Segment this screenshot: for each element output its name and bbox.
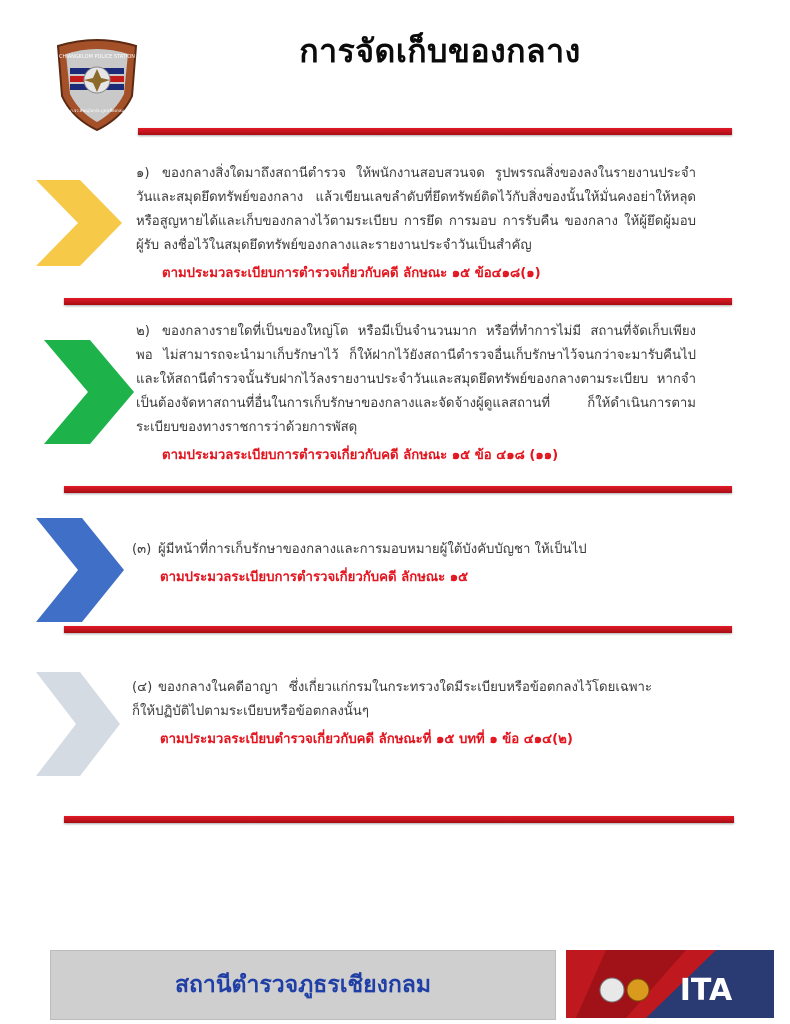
- item-divider: [64, 816, 734, 823]
- item-divider: [64, 486, 732, 493]
- list-item: [136, 162, 696, 286]
- list-item: [136, 320, 696, 468]
- yellow-chevron-icon: [36, 180, 122, 266]
- police-station-logo: [52, 36, 142, 132]
- page-title: การจัดเก็บของกลาง: [299, 32, 581, 70]
- ita-badge: [566, 950, 774, 1018]
- item-text: ผู้มีหน้าที่การเก็บรักษาของกลางและการมอบหมายผู้ใต้บังคับบัญชา ให้เป็นไป: [158, 542, 587, 557]
- item-reference: ตามประมวลระเบียบการตำรวจเกี่ยวกับคดี ลักษณะ ๑๕ ข้อ๔๑๘(๑): [162, 266, 541, 281]
- globe-icon: [600, 978, 624, 1002]
- header-divider: [138, 128, 732, 135]
- item-number: ๒): [136, 324, 150, 339]
- item-text: ของกลางสิ่งใดมาถึงสถานีตำรวจ ให้พนักงานสอบสวนจด รูปพรรณสิ่งของลงในรายงานประจำวันและสมุดยึดทรัพย์ของกลาง แล้วเขียนเลขลำดับที่ยึดทรัพย์ติดไว้กับสิ่งของนั้นให้มั่นคงอย่าให้หลุดหรือสูญหายได้และเก็บของกลางไว้ตามระเบียบ การยึด การมอบ การรับคืน ของกลาง ให้ผู้ยึดผู้มอบ ผู้รับ ลงชื่อไว้ในสมุดยึดทรัพย์ของกลางและรายงานประจำวันเป็นสำคัญ: [136, 166, 696, 253]
- police-emblem-icon: [627, 979, 649, 1001]
- svg-text:CHIANGKLOM POLICE STATION: CHIANGKLOM POLICE STATION: [58, 54, 136, 60]
- item-number: (๔): [132, 680, 153, 695]
- blue-chevron-icon: [36, 518, 124, 622]
- svg-text:ภ.จว.พิษณุโลก/อ.ภูธรเชียงกลม: ภ.จว.พิษณุโลก/อ.ภูธรเชียงกลม: [70, 108, 124, 113]
- chevron-shape: [36, 180, 122, 266]
- list-item: [132, 538, 692, 590]
- item-reference: ตามประมวลระเบียบการตำรวจเกี่ยวกับคดี ลักษณะ ๑๕ ข้อ ๔๑๘ (๑๑): [162, 448, 559, 463]
- item-text: ของกลางในคดีอาญา ซึ่งเกี่ยวแก่กรมในกระทรวงใดมีระเบียบหรือข้อตกลงไว้โดยเฉพาะก็ให้ปฏิบัติไปตามระเบียบหรือข้อตกลงนั้นๆ: [132, 680, 652, 719]
- item-reference: ตามประมวลระเบียบการตำรวจเกี่ยวกับคดี ลักษณะ ๑๕: [160, 570, 469, 585]
- item-divider: [64, 626, 732, 633]
- gray-chevron-icon: [36, 672, 120, 776]
- item-divider: [64, 298, 732, 305]
- ita-label: ITA: [679, 973, 733, 1008]
- item-number: ๑): [136, 166, 150, 181]
- green-chevron-icon: [44, 340, 134, 444]
- list-item: [132, 676, 652, 752]
- item-reference: ตามประมวลระเบียบตำรวจเกี่ยวกับคดี ลักษณะที่ ๑๕ บทที่ ๑ ข้อ ๔๑๔(๒): [160, 732, 573, 747]
- footer-banner: [50, 950, 556, 1020]
- station-name: สถานีตำรวจภูธรเชียงกลม: [174, 972, 432, 998]
- item-text: ของกลางรายใดที่เป็นของใหญ่โต หรือมีเป็นจำนวนมาก หรือที่ทำการไม่มี สถานที่จัดเก็บเพียงพอ ไม่สามารถจะนำมาเก็บรักษาไว้ ก็ให้ฝากไว้ยังสถานีตำรวจอื่นเก็บรักษาไว้จนกว่าจะมารับคืนไปและให้สถานีตำรวจนั้นรับฝากไว้ลงรายงานประจำวันและสมุดยึดทรัพย์ของกลางตามระเบียบ หากจำ เป็นต้องจัดหาสถานที่อื่นในการเก็บรักษาของกลางและจัดจ้างผู้ดูแลสถานที่ ก็ให้ดำเนินการตามระเบียบของทางราชการว่าด้วยการพัสดุ: [136, 324, 696, 435]
- item-number: (๓): [132, 542, 152, 557]
